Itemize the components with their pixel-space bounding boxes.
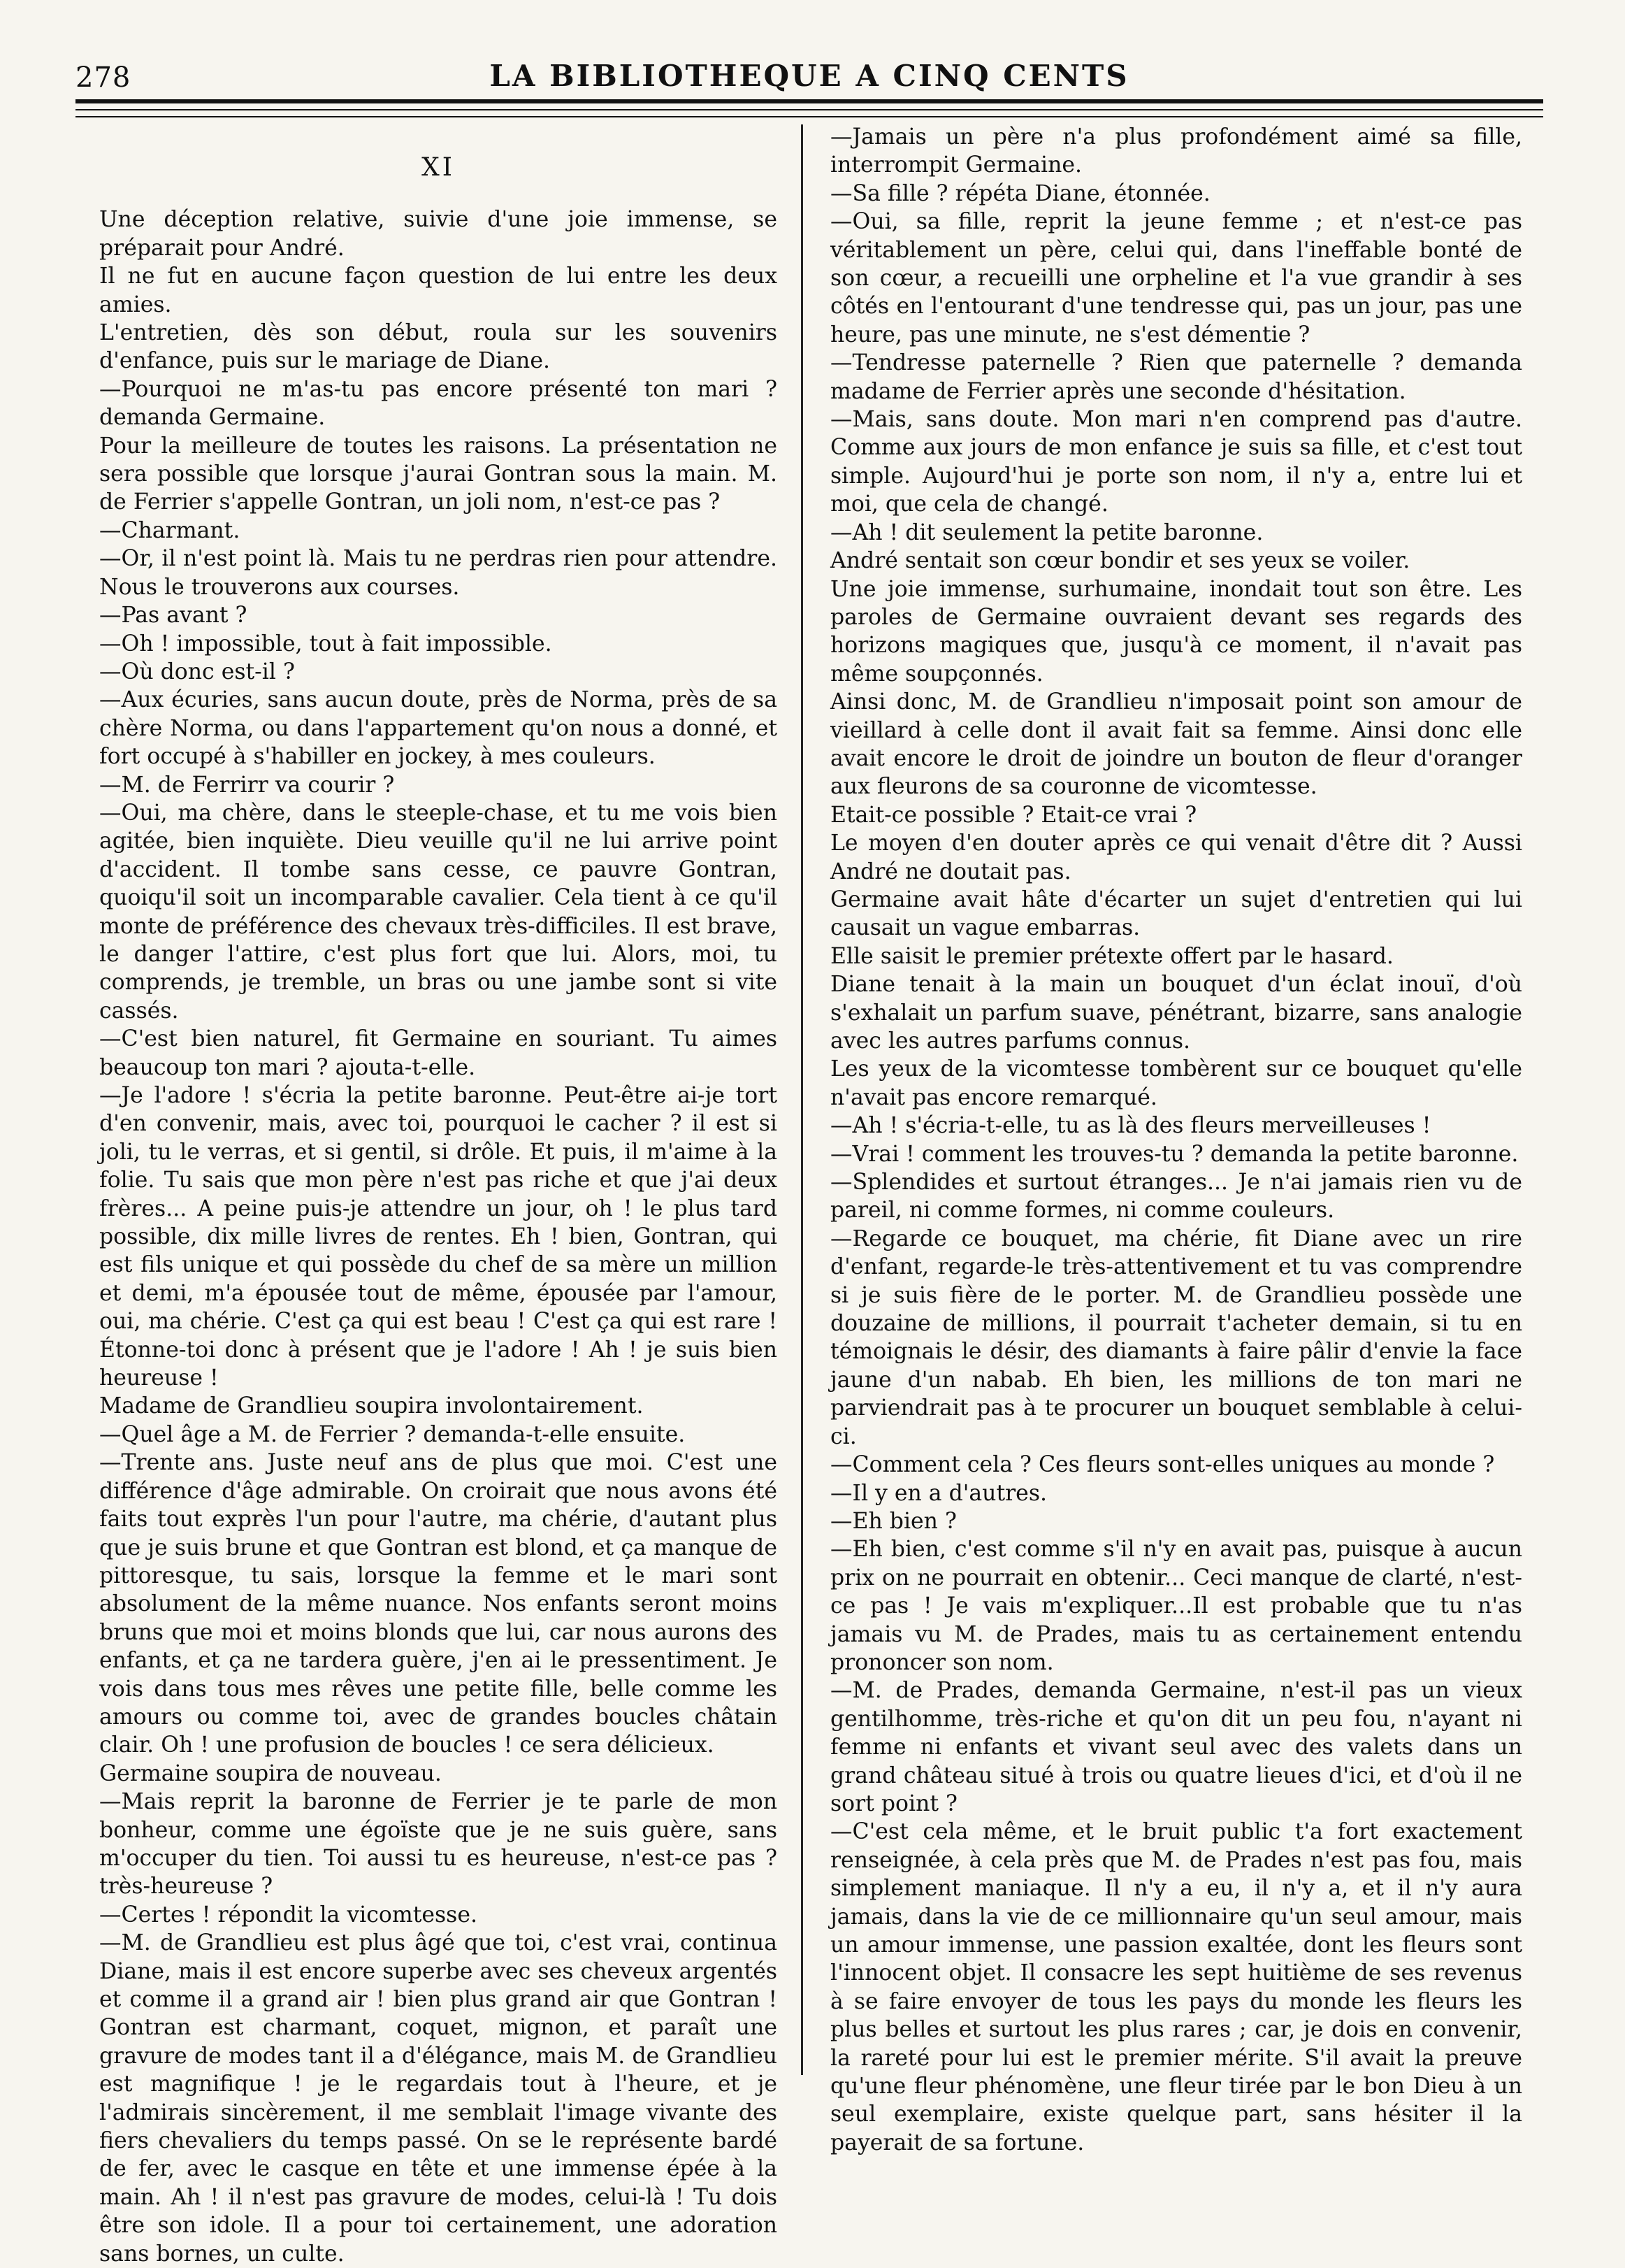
paragraph: —Splendides et surtout étranges... Je n'ai jamais rien vu de pareil, ni comme formes, ni comme couleurs.	[830, 1170, 1522, 1223]
paragraph: —Oui, sa fille, reprit la jeune femme ; et n'est-ce pas véritablement un père, celui qui, dans l'ineffable bonté de son cœur, a recueilli une orpheline et l'a vue grandir à ses côtés en l'entourant d'une tendresse qui, pas un jour, pas une heure, pas une minute, ne s'est démentie ?	[830, 209, 1522, 347]
paragraph: —Il y en a d'autres.	[830, 1480, 1048, 1506]
paragraph: —Oh ! impossible, tout à fait impossible.	[99, 631, 552, 656]
paragraph: —Mais reprit la baronne de Ferrier je te parle de mon bonheur, comme une égoïste que je ne suis guère, sans m'occuper du tien. Toi aussi tu es heureuse, n'est-ce pas ? très-heureuse ?	[99, 1789, 777, 1900]
paragraph: Diane tenait à la main un bouquet d'un éclat inouï, d'où s'exhalait un parfum suave, pénétrant, bizarre, sans analogie avec les autres parfums connus.	[830, 972, 1522, 1054]
paragraph: —M. de Ferrirr va courir ?	[99, 772, 395, 798]
paragraph: Il ne fut en aucune façon question de lui entre les deux amies.	[99, 264, 777, 317]
header-rule-thick	[75, 99, 1543, 103]
paragraph: —Eh bien, c'est comme s'il n'y en avait pas, puisque à aucun prix on ne pourrait en obtenir... Ceci manque de clarté, n'est-ce pas ! Je vais m'expliquer...Il est probable que tu n'as jamais vu M. de Prades, mais tu as certainement entendu prononcer son nom.	[830, 1537, 1522, 1675]
paragraph: —Je l'adore ! s'écria la petite baronne. Peut-être ai-je tort d'en convenir, mais, avec toi, pourquoi le cacher ? il est si joli, tu le verras, et si gentil, si drôle. Et puis, il m'aime à la folie. Tu sais que mon père n'est pas riche et que j'ai deux frères... A peine puis-je attendre un jour, oh ! le plus tard possible, dix mille livres de rentes. Eh ! bien, Gontran, qui est fils unique et qui possède du chef de sa mère un million et demi, m'a épousée tout de même, épousée par l'amour, oui, ma chérie. C'est ça qui est beau ! C'est ça qui est rare ! Étonne-toi donc à présent que je l'adore ! Ah ! je suis bien heureuse !	[99, 1083, 777, 1391]
paragraph: —Ah ! s'écria-t-elle, tu as là des fleurs merveilleuses !	[830, 1113, 1431, 1139]
right-column	[830, 123, 1522, 2157]
paragraph: —M. de Grandlieu est plus âgé que toi, c'est vrai, continua Diane, mais il est encore superbe avec ses cheveux argentés et comme il a grand air ! bien plus grand air que Gontran ! Gontran est charmant, coquet, mignon, et paraît une gravure de modes tant il a d'élégance, mais M. de Grandlieu est magnifique ! je le regardais tout à l'heure, et je l'admirais sincèrement, il me semblait l'image vivante des fiers chevaliers du temps passé. On se le représente bardé de fer, avec le casque en tête et une immense épée à la main. Ah ! il n'est pas gravure de modes, celui-là ! Tu dois être son idole. Il a pour toi certainement, une adoration sans bornes, un culte.	[99, 1930, 777, 2267]
paragraph: —Sa fille ? répéta Diane, étonnée.	[830, 180, 1211, 206]
paragraph: —Certes ! répondit la vicomtesse.	[99, 1902, 477, 1928]
left-paragraphs	[99, 206, 777, 2268]
paragraph: —Où donc est-il ?	[99, 659, 295, 684]
running-title: LA BIBLIOTHEQUE A CINQ CENTS	[489, 59, 1129, 93]
paragraph: Madame de Grandlieu soupira involontairement.	[99, 1393, 644, 1419]
paragraph: —Pas avant ?	[99, 603, 247, 629]
paragraph: Ainsi donc, M. de Grandlieu n'imposait point son amour de vieillard à celle dont il avait fait sa femme. Ainsi donc elle avait encore le droit de joindre un bouton de fleur d'oranger aux fleurons de sa couronne de vicomtesse.	[830, 689, 1522, 800]
paragraph: —Or, il n'est point là. Mais tu ne perdras rien pour attendre. Nous le trouverons aux courses.	[99, 546, 777, 600]
paragraph: L'entretien, dès son début, roula sur les souvenirs d'enfance, puis sur le mariage de Diane.	[99, 320, 777, 374]
paragraph: Germaine avait hâte d'écarter un sujet d'entretien qui lui causait un vague embarras.	[830, 887, 1522, 941]
column-divider	[801, 124, 803, 2075]
paragraph: Etait-ce possible ? Etait-ce vrai ?	[830, 802, 1197, 828]
paragraph: —Charmant.	[99, 517, 240, 543]
paragraph: —Vrai ! comment les trouves-tu ? demanda la petite baronne.	[830, 1141, 1519, 1167]
header-rule-thin	[75, 109, 1543, 110]
paragraph: —C'est cela même, et le bruit public t'a fort exactement renseignée, à cela près que M. de Prades n'est pas fou, mais simplement maniaque. Il n'y a eu, il n'y a, et il n'y aura jamais, dans la vie de ce millionnaire qu'un seul amour, mais un amour immense, une passion exaltée, dont les fleurs sont l'innocent objet. Il consacre les sept huitième de ses revenus à se faire envoyer de tous les pays du monde les fleurs les plus belles et surtout les plus rares ; car, je dois en convenir, la rareté pour lui est le premier mérite. S'il avait la preuve qu'une fleur phénomène, une fleur tirée par le bon Dieu à un seul exemplaire, existe quelque part, sans hésiter il la payerait de sa fortune.	[830, 1819, 1522, 2155]
paragraph: —Jamais un père n'a plus profondément aimé sa fille, interrompit Germaine.	[830, 124, 1522, 178]
paragraph: —Aux écuries, sans aucun doute, près de Norma, près de sa chère Norma, ou dans l'appartement qu'on nous a donné, et fort occupé à s'habiller en jockey, à mes couleurs.	[99, 687, 777, 770]
paragraph: —C'est bien naturel, fit Germaine en souriant. Tu aimes beaucoup ton mari ? ajouta-t-elle.	[99, 1026, 777, 1080]
paragraph: Le moyen d'en douter après ce qui venait d'être dit ? Aussi André ne doutait pas.	[830, 831, 1522, 884]
paragraph: Une joie immense, surhumaine, inondait tout son être. Les paroles de Germaine ouvraient devant ses regards des horizons magiques que, jusqu'à ce moment, il n'avait pas même soupçonnés.	[830, 576, 1522, 687]
paragraph: —Comment cela ? Ces fleurs sont-elles uniques au monde ?	[830, 1452, 1495, 1478]
paragraph: —Mais, sans doute. Mon mari n'en comprend pas d'autre. Comme aux jours de mon enfance je suis sa fille, et c'est tout simple. Aujourd'hui je porte son nom, il n'y a, entre lui et moi, que cela de changé.	[830, 407, 1522, 517]
page-header	[75, 55, 1543, 103]
paragraph: Elle saisit le premier prétexte offert par le hasard.	[830, 943, 1394, 969]
left-column	[99, 123, 777, 2268]
page-number: 278	[75, 62, 131, 94]
paragraph: —Pourquoi ne m'as-tu pas encore présenté ton mari ? demanda Germaine.	[99, 376, 777, 431]
paragraph: —Ah ! dit seulement la petite baronne.	[830, 519, 1264, 545]
paragraph: Les yeux de la vicomtesse tombèrent sur ce bouquet qu'elle n'avait pas encore remarqué.	[830, 1056, 1522, 1110]
paragraph: Pour la meilleure de toutes les raisons. La présentation ne sera possible que lorsque j'aurai Gontran sous la main. M. de Ferrier s'appelle Gontran, un joli nom, n'est-ce pas ?	[99, 433, 777, 515]
paragraph: —Trente ans. Juste neuf ans de plus que moi. C'est une différence d'âge admirable. On croirait que nous avons été faits tout exprès l'un pour l'autre, ma chérie, d'autant plus que je suis brune et que Gontran est blond, et ça manque de pittoresque, tu sais, lorsque la femme et le mari sont absolument de la même nuance. Nos enfants seront moins bruns que moi et moins blonds que lui, car nous aurons des enfants, et ça ne tardera guère, j'en ai le pressentiment. Je vois dans tous mes rêves une petite fille, belle comme les amours ou comme toi, avec de grandes boucles châtain clair. Oh ! une profusion de boucles ! ce sera délicieux.	[99, 1450, 777, 1758]
paragraph: —Regarde ce bouquet, ma chérie, fit Diane avec un rire d'enfant, regarde-le très-attentivement et tu vas comprendre si je suis fière de le porter. M. de Grandlieu possède une douzaine de millions, il pourrait t'acheter demain, si tu en témoignais le désir, des diamants à faire pâlir d'envie la face jaune d'un nabab. Eh bien, les millions de ton mari ne parviendrait pas à te procurer un bouquet semblable à celui-ci.	[830, 1226, 1522, 1449]
paragraph: —Quel âge a M. de Ferrier ? demanda-t-elle ensuite.	[99, 1421, 686, 1447]
paragraph: —Oui, ma chère, dans le steeple-chase, et tu me vois bien agitée, bien inquiète. Dieu veuille qu'il ne lui arrive point d'accident. Il tombe sans cesse, ce pauvre Gontran, quoiqu'il soit un incomparable cavalier. Cela tient à ce qu'il monte de préférence des chevaux très-difficiles. Il est brave, le danger l'attire, c'est plus fort que lui. Alors, moi, tu comprends, je tremble, un bras ou une jambe sont si vite cassés.	[99, 800, 777, 1024]
paragraph: —Tendresse paternelle ? Rien que paternelle ? demanda madame de Ferrier après une seconde d'hésitation.	[830, 350, 1522, 404]
paragraph: —M. de Prades, demanda Germaine, n'est-il pas un vieux gentilhomme, très-riche et qu'on dit un peu fou, n'ayant ni femme ni enfants et vivant seul avec des valets dans un grand château situé à trois ou quatre lieues d'ici, et d'où il ne sort point ?	[830, 1678, 1522, 1816]
right-paragraphs	[830, 123, 1522, 2157]
chapter-number: XI	[421, 153, 455, 182]
paragraph: Une déception relative, suivie d'une joie immense, se préparait pour André.	[99, 207, 777, 261]
header-rule-thin-2	[75, 116, 1543, 117]
paragraph: Germaine soupira de nouveau.	[99, 1760, 442, 1786]
paragraph: André sentait son cœur bondir et ses yeux se voiler.	[830, 548, 1410, 574]
paragraph: —Eh bien ?	[830, 1508, 957, 1534]
